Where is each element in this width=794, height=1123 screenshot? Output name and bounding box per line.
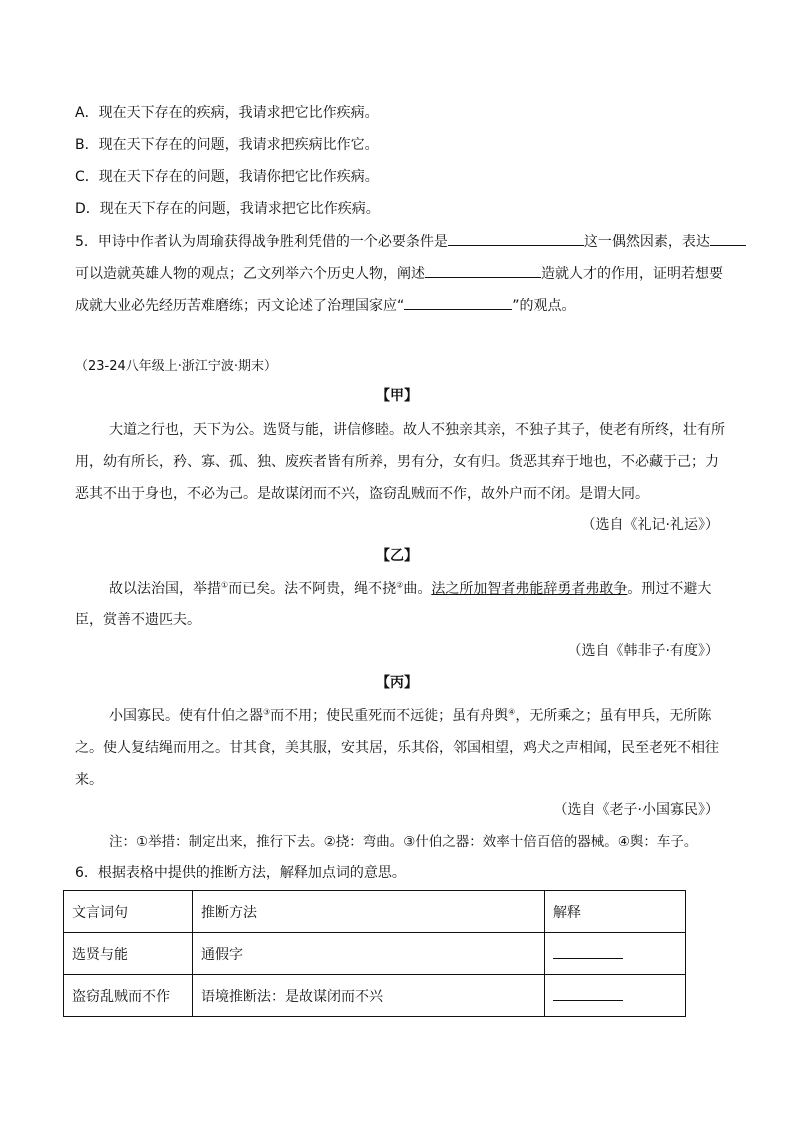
inference-table	[63, 890, 686, 1017]
footnote-marker: ②	[396, 580, 404, 590]
annotation-notes: 注：①举措：制定出来，推行下去。②挠：弯曲。③什伯之器：效率十倍百倍的器械。④舆：车子。	[109, 834, 698, 850]
answer-blank[interactable]	[710, 231, 746, 246]
table-row	[64, 975, 686, 1017]
source-label: （23-24八年级上·浙江宁波·期末）	[75, 359, 278, 374]
table-cell: 盗窃乱贼而不作	[64, 975, 193, 1017]
bing-line-2: 之。使人复结绳而用之。甘其食，美其服，安其居，乐其俗，邻国相望，鸡犬之声相闻，民至老死不相往	[75, 740, 719, 756]
yi-text: 而已矣。法不阿贵，绳不挠	[228, 581, 397, 597]
yi-line-2: 臣，赏善不遗匹夫。	[75, 612, 201, 628]
section-title-jia: 【甲】	[376, 388, 418, 404]
yi-citation: （选自《韩非子·有度》）	[567, 643, 719, 659]
bing-text: 而不用；使民重死而不远徙；虽有舟舆	[270, 708, 509, 724]
q5-text-2b: 造就人才的作用，证明若想要	[541, 266, 723, 282]
section-title-yi: 【乙】	[376, 548, 418, 564]
bing-line-3: 来。	[75, 772, 103, 788]
yi-line-1	[109, 579, 711, 599]
table-cell: 通假字	[193, 933, 545, 975]
jia-line-2: 用，幼有所长，矜、寡、孤、独、废疾者皆有所养，男有分，女有归。货恶其弃于地也，不必藏于己；力	[75, 454, 719, 470]
footnote-marker: ①	[221, 580, 229, 590]
table-header-cell: 文言词句	[64, 891, 193, 933]
option-b: B．现在天下存在的问题，我请求把疾病比作它。	[75, 137, 379, 153]
question-5-line-1	[75, 231, 746, 252]
question-5-line-3	[75, 295, 576, 316]
option-c: C．现在天下存在的问题，我请你把它比作疾病。	[75, 169, 379, 185]
table-cell: 语境推断法：是故谋闭而不兴	[193, 975, 545, 1017]
table-header-cell: 推断方法	[193, 891, 545, 933]
underlined-sentence: 法之所加智者弗能辞勇者弗敢争	[431, 581, 628, 597]
table-row	[64, 933, 686, 975]
answer-blank[interactable]	[553, 944, 623, 959]
answer-blank[interactable]	[553, 986, 623, 1001]
q5-text-2a: 可以造就英雄人物的观点；乙文列举六个历史人物，阐述	[75, 266, 425, 282]
q5-text-1b: 这一偶然因素，表达	[583, 234, 710, 250]
jia-citation: （选自《礼记·礼运》）	[581, 517, 719, 533]
yi-text: 。刑过不避大	[627, 581, 712, 597]
yi-text: 曲。	[403, 581, 432, 597]
option-d: D．现在天下存在的问题，我请求把它比作疾病。	[75, 201, 380, 217]
table-header-row	[64, 891, 686, 933]
jia-line-3: 恶其不出于身也，不必为己。是故谋闭而不兴，盗窃乱贼而不作，故外户而不闭。是谓大同。	[75, 486, 649, 502]
table-cell	[545, 975, 686, 1017]
answer-blank[interactable]	[425, 263, 541, 278]
answer-blank[interactable]	[404, 295, 512, 310]
q5-text-3b: ”的观点。	[512, 298, 576, 314]
jia-line-1: 大道之行也，天下为公。选贤与能，讲信修睦。故人不独亲其亲，不独子其子，使老有所终，壮有所	[109, 422, 725, 438]
answer-blank[interactable]	[448, 231, 584, 246]
option-a: A．现在天下存在的疾病，我请求把它比作疾病。	[75, 105, 379, 121]
footnote-marker: ④	[508, 707, 516, 717]
q5-text-1a: 5．甲诗中作者认为周瑜获得战争胜利凭借的一个必要条件是	[75, 234, 448, 250]
table-header-cell: 解释	[545, 891, 686, 933]
q5-text-3a: 成就大业必先经历苦难磨练；丙文论述了治理国家应“	[75, 298, 405, 314]
footnote-marker: ③	[263, 707, 271, 717]
question-6: 6．根据表格中提供的推断方法，解释加点词的意思。	[75, 865, 406, 881]
yi-text: 故以法治国，举措	[109, 581, 221, 597]
bing-text: ，无所乘之；虽有甲兵，无所陈	[515, 708, 712, 724]
bing-line-1	[109, 706, 711, 726]
bing-text: 小国寡民。使有什伯之器	[109, 708, 263, 724]
bing-citation: （选自《老子·小国寡民》）	[553, 802, 719, 818]
question-5-line-2	[75, 263, 723, 284]
table-cell	[545, 933, 686, 975]
table-cell: 选贤与能	[64, 933, 193, 975]
section-title-bing: 【丙】	[376, 675, 418, 691]
